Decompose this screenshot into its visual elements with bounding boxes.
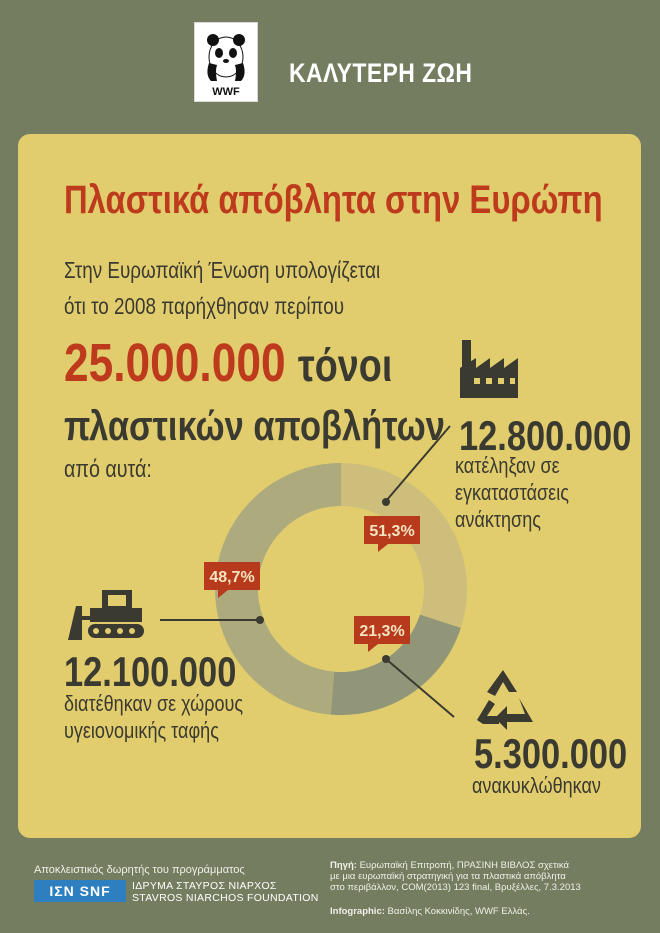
recycled-number: 5.300.000 [474,730,628,777]
recovery-desc-line-1: κατέληξαν σε [455,453,560,478]
recovery-number: 12.800.000 [459,412,632,459]
recovery-desc-line-3: ανάκτησης [455,507,541,532]
donor-label: Αποκλειστικός δωρητής του προγράμματος [34,864,245,876]
source-note [330,860,640,893]
panda-icon [195,23,257,101]
svg-text:21,3%: 21,3% [359,623,405,640]
infographic-title: Πλαστικά απόβλητα στην Ευρώπη [64,178,603,222]
recycled-description: ανακυκλώθηκαν [472,773,601,798]
infographic-credit [330,906,530,917]
recovery-desc-line-2: εγκαταστάσεις [455,480,569,505]
connector-dot-recycled [382,655,390,663]
donor-name [132,880,319,904]
connector-dot-landfill [256,616,264,624]
intro-line-2: ότι το 2008 παρήχθησαν περίπου [64,293,345,319]
source-text-2: με μια ευρωπαϊκή στρατηγική για τα πλαστικά απόβλητα [330,871,566,882]
source-text-1: Ευρωπαϊκή Επιτροπή, ΠΡΑΣΙΝΗ ΒΙΒΛΟΣ σχετικά [359,860,570,871]
infographic-panel [18,134,641,838]
source-label: Πηγή: [330,860,357,871]
wwf-logo [194,22,258,102]
source-text-3: στο περιβάλλον, COM(2013) 123 final, Βρυξέλλες, 7.3.2013 [330,882,581,893]
recovery-description [455,452,569,533]
donor-name-english: STAVROS NIARCHOS FOUNDATION [132,892,319,904]
landfill-number: 12.100.000 [64,648,237,695]
donut-segment-recovery [341,463,467,628]
total-label: πλαστικών αποβλήτων [64,402,445,449]
landfill-desc-line-1: διατέθηκαν σε χώρους [64,691,244,716]
total-unit: τόνοι [297,339,393,391]
credit-label: Infographic: [330,906,385,917]
bulldozer-icon [68,590,144,640]
snf-logo: ΙΣΝ SNF [34,880,126,902]
svg-text:48,7%: 48,7% [209,569,255,586]
logo-wordmark: WWF [212,86,240,98]
of-which-label: από αυτά: [64,456,152,483]
svg-text:51,3%: 51,3% [369,523,415,540]
landfill-description [64,690,243,744]
badge-recovery-percent [364,516,420,552]
page-title: ΚΑΛΥΤΕΡΗ ΖΩΗ [289,58,473,88]
total-number: 25.000.000 [64,333,286,393]
donor-name-greek: ΙΔΡΥΜΑ ΣΤΑΥΡΟΣ ΝΙΑΡΧΟΣ [132,880,277,892]
connector-dot-recovery [382,498,390,506]
intro-line-1: Στην Ευρωπαϊκή Ένωση υπολογίζεται [64,257,381,283]
credit-text: Βασίλης Κοκκινίδης, WWF Ελλάς. [387,906,530,917]
recycle-icon [477,670,533,730]
factory-icon [460,340,518,398]
landfill-desc-line-2: υγειονομικής ταφής [64,718,219,743]
